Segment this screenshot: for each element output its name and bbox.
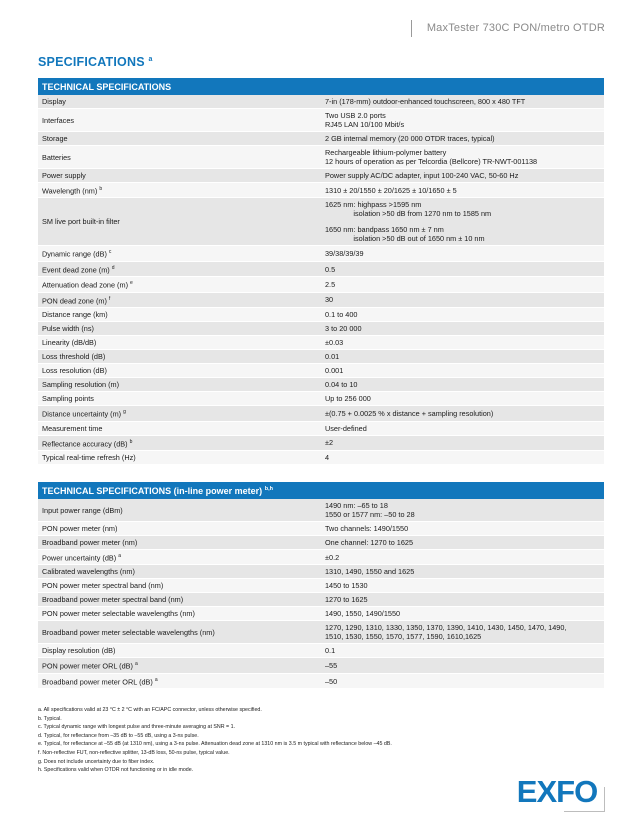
spec-value: 4	[321, 450, 604, 464]
table-row	[38, 146, 604, 169]
spec-value: 0.04 to 10	[321, 378, 604, 392]
spec-label: Storage	[38, 132, 321, 146]
spec-label: Measurement time	[38, 421, 321, 435]
spec-value: Two channels: 1490/1550	[321, 522, 604, 536]
spec-label: Typical real-time refresh (Hz)	[38, 450, 321, 464]
header-divider	[411, 20, 412, 37]
table-row	[38, 593, 604, 607]
spec-value: 2.5	[321, 277, 604, 292]
spec-label: PON power meter spectral band (nm)	[38, 579, 321, 593]
spec-label: Sampling resolution (m)	[38, 378, 321, 392]
table-row	[38, 132, 604, 146]
spec-label: Pulse width (ns)	[38, 322, 321, 336]
spec-value: 1625 nm: highpass >1595 nm isolation >50 dB from 1270 nm to 1585 nm 1650 nm: bandpass 1650 nm ± 7 nm isolation >50 dB out of 1650 nm ± 10 nm	[321, 198, 604, 246]
spec-value: 0.001	[321, 364, 604, 378]
footnote: a. All specifications valid at 23 °C ± 2 °C with an FC/APC connector, unless otherwise specified.	[38, 707, 262, 713]
table-row	[38, 183, 604, 198]
spec-label: Interfaces	[38, 109, 321, 132]
table-row	[38, 308, 604, 322]
table-row	[38, 607, 604, 621]
spec-label: Linearity (dB/dB)	[38, 336, 321, 350]
table-row	[38, 673, 604, 688]
spec-label: Sampling points	[38, 392, 321, 406]
table-heading: TECHNICAL SPECIFICATIONS (in-line power meter) $^{b,h}$	[38, 482, 604, 499]
spec-value: Up to 256 000	[321, 392, 604, 406]
product-title: MaxTester 730C PON/metro OTDR	[426, 22, 605, 34]
table-row	[38, 406, 604, 421]
spec-value: 1490 nm: –65 to 18 1550 or 1577 nm: –50 to 28	[321, 499, 604, 522]
spec-label: Wavelength (nm) $^b$	[38, 183, 321, 198]
spec-label: Broadband power meter (nm)	[38, 536, 321, 550]
spec-label: Calibrated wavelengths (nm)	[38, 565, 321, 579]
spec-label: Reflectance accuracy (dB) $^b$	[38, 435, 321, 450]
table-row	[38, 378, 604, 392]
spec-value: ±(0.75 + 0.0025 % x distance + sampling resolution)	[321, 406, 604, 421]
table-row	[38, 579, 604, 593]
table-row	[38, 364, 604, 378]
spec-value: 0.1 to 400	[321, 308, 604, 322]
spec-label: Display	[38, 95, 321, 109]
spec-value: 0.01	[321, 350, 604, 364]
footnote: d. Typical, for reflectance from –35 dB to –55 dB, using a 3-ns pulse.	[38, 732, 199, 739]
spec-value: Rechargeable lithium-polymer battery 12 hours of operation as per Telcordia (Bellcore) TR-NWT-001138	[321, 146, 604, 169]
spec-value: Two USB 2.0 ports RJ45 LAN 10/100 Mbit/s	[321, 109, 604, 132]
spec-value: 1310 ± 20/1550 ± 20/1625 ± 10/1650 ± 5	[321, 183, 604, 198]
spec-label: Input power range (dBm)	[38, 499, 321, 522]
spec-value: ±2	[321, 435, 604, 450]
spec-value: 1450 to 1530	[321, 579, 604, 593]
svg-text:EXFO: EXFO	[516, 777, 598, 805]
table-row	[38, 277, 604, 292]
spec-label: Broadband power meter spectral band (nm)	[38, 593, 321, 607]
spec-value: 1270, 1290, 1310, 1330, 1350, 1370, 1390, 1410, 1430, 1450, 1470, 1490, 1510, 1530, 1550, 1570, 1577, 1590, 1610,1625	[321, 621, 604, 644]
spec-value: 1310, 1490, 1550 and 1625	[321, 565, 604, 579]
table-row	[38, 350, 604, 364]
spec-value: 2 GB internal memory (20 000 OTDR traces, typical)	[321, 132, 604, 146]
spec-label: Display resolution (dB)	[38, 644, 321, 658]
footnote: b. Typical.	[38, 715, 62, 722]
footnote: c. Typical dynamic range with longest pulse and three-minute averaging at SNR = 1.	[38, 724, 236, 731]
table-row	[38, 499, 604, 522]
power-meter-specifications-table	[38, 482, 604, 689]
footnotes	[38, 706, 392, 775]
spec-value: One channel: 1270 to 1625	[321, 536, 604, 550]
table-row	[38, 198, 604, 246]
technical-specifications-table	[38, 78, 604, 465]
spec-value: 7-in (178-mm) outdoor-enhanced touchscreen, 800 x 480 TFT	[321, 95, 604, 109]
table-row	[38, 522, 604, 536]
footnote: e. Typical, for reflectance at –55 dB (at 1310 nm), using a 3-ns pulse. Attenuation dead zone at 1310 nm is 3.5 m typical with reflectance below –45 dB.	[38, 741, 392, 748]
spec-value: 1270 to 1625	[321, 593, 604, 607]
spec-value: 39/38/39/39	[321, 246, 604, 261]
table-row	[38, 169, 604, 183]
spec-label: PON power meter ORL (dB) $^a$	[38, 658, 321, 673]
spec-label: Broadband power meter ORL (dB) $^a$	[38, 673, 321, 688]
page-corner-mark	[564, 787, 605, 812]
table-heading: TECHNICAL SPECIFICATIONS	[38, 78, 604, 95]
spec-value: –55	[321, 658, 604, 673]
table-row	[38, 450, 604, 464]
spec-value: 3 to 20 000	[321, 322, 604, 336]
spec-label: Distance uncertainty (m) $^g$	[38, 406, 321, 421]
spec-value: User-defined	[321, 421, 604, 435]
spec-value: 0.1	[321, 644, 604, 658]
table-row	[38, 621, 604, 644]
spec-label: Distance range (km)	[38, 308, 321, 322]
spec-label: Loss resolution (dB)	[38, 364, 321, 378]
table-row	[38, 421, 604, 435]
spec-label: Power supply	[38, 169, 321, 183]
spec-label: PON power meter (nm)	[38, 522, 321, 536]
footnote: h. Specifications valid when OTDR not functioning or in idle mode.	[38, 767, 194, 774]
table-row	[38, 536, 604, 550]
spec-label: Attenuation dead zone (m) $^e$	[38, 277, 321, 292]
table-row	[38, 336, 604, 350]
spec-label: Broadband power meter selectable wavelengths (nm)	[38, 621, 321, 644]
footnote: g. Does not include uncertainty due to fiber index.	[38, 758, 155, 765]
spec-value: ±0.2	[321, 550, 604, 565]
footnote: f. Non-reflective FUT, non-reflective splitter, 13-dB loss, 50-ns pulse, typical value.	[38, 749, 230, 756]
spec-label: Dynamic range (dB) $^c$	[38, 246, 321, 261]
table-row	[38, 109, 604, 132]
spec-label: SM live port built-in filter	[38, 198, 321, 246]
spec-label: Loss threshold (dB)	[38, 350, 321, 364]
table-row	[38, 246, 604, 261]
spec-value: 1490, 1550, 1490/1550	[321, 607, 604, 621]
table-row	[38, 95, 604, 109]
spec-label: PON power meter selectable wavelengths (nm)	[38, 607, 321, 621]
table-row	[38, 565, 604, 579]
spec-label: Power uncertainty (dB) $^a$	[38, 550, 321, 565]
spec-label: Batteries	[38, 146, 321, 169]
table-row	[38, 644, 604, 658]
table-row	[38, 322, 604, 336]
table-row	[38, 292, 604, 307]
table-row	[38, 435, 604, 450]
spec-value: ±0.03	[321, 336, 604, 350]
spec-value: 0.5	[321, 261, 604, 276]
section-title: SPECIFICATIONS $^a$	[38, 55, 153, 69]
spec-value: 30	[321, 292, 604, 307]
spec-label: PON dead zone (m) $^f$	[38, 292, 321, 307]
table-row	[38, 658, 604, 673]
spec-value: Power supply AC/DC adapter, input 100-240 VAC, 50-60 Hz	[321, 169, 604, 183]
spec-label: Event dead zone (m) $^d$	[38, 261, 321, 276]
spec-value: –50	[321, 673, 604, 688]
table-row	[38, 392, 604, 406]
table-row	[38, 261, 604, 276]
table-row	[38, 550, 604, 565]
